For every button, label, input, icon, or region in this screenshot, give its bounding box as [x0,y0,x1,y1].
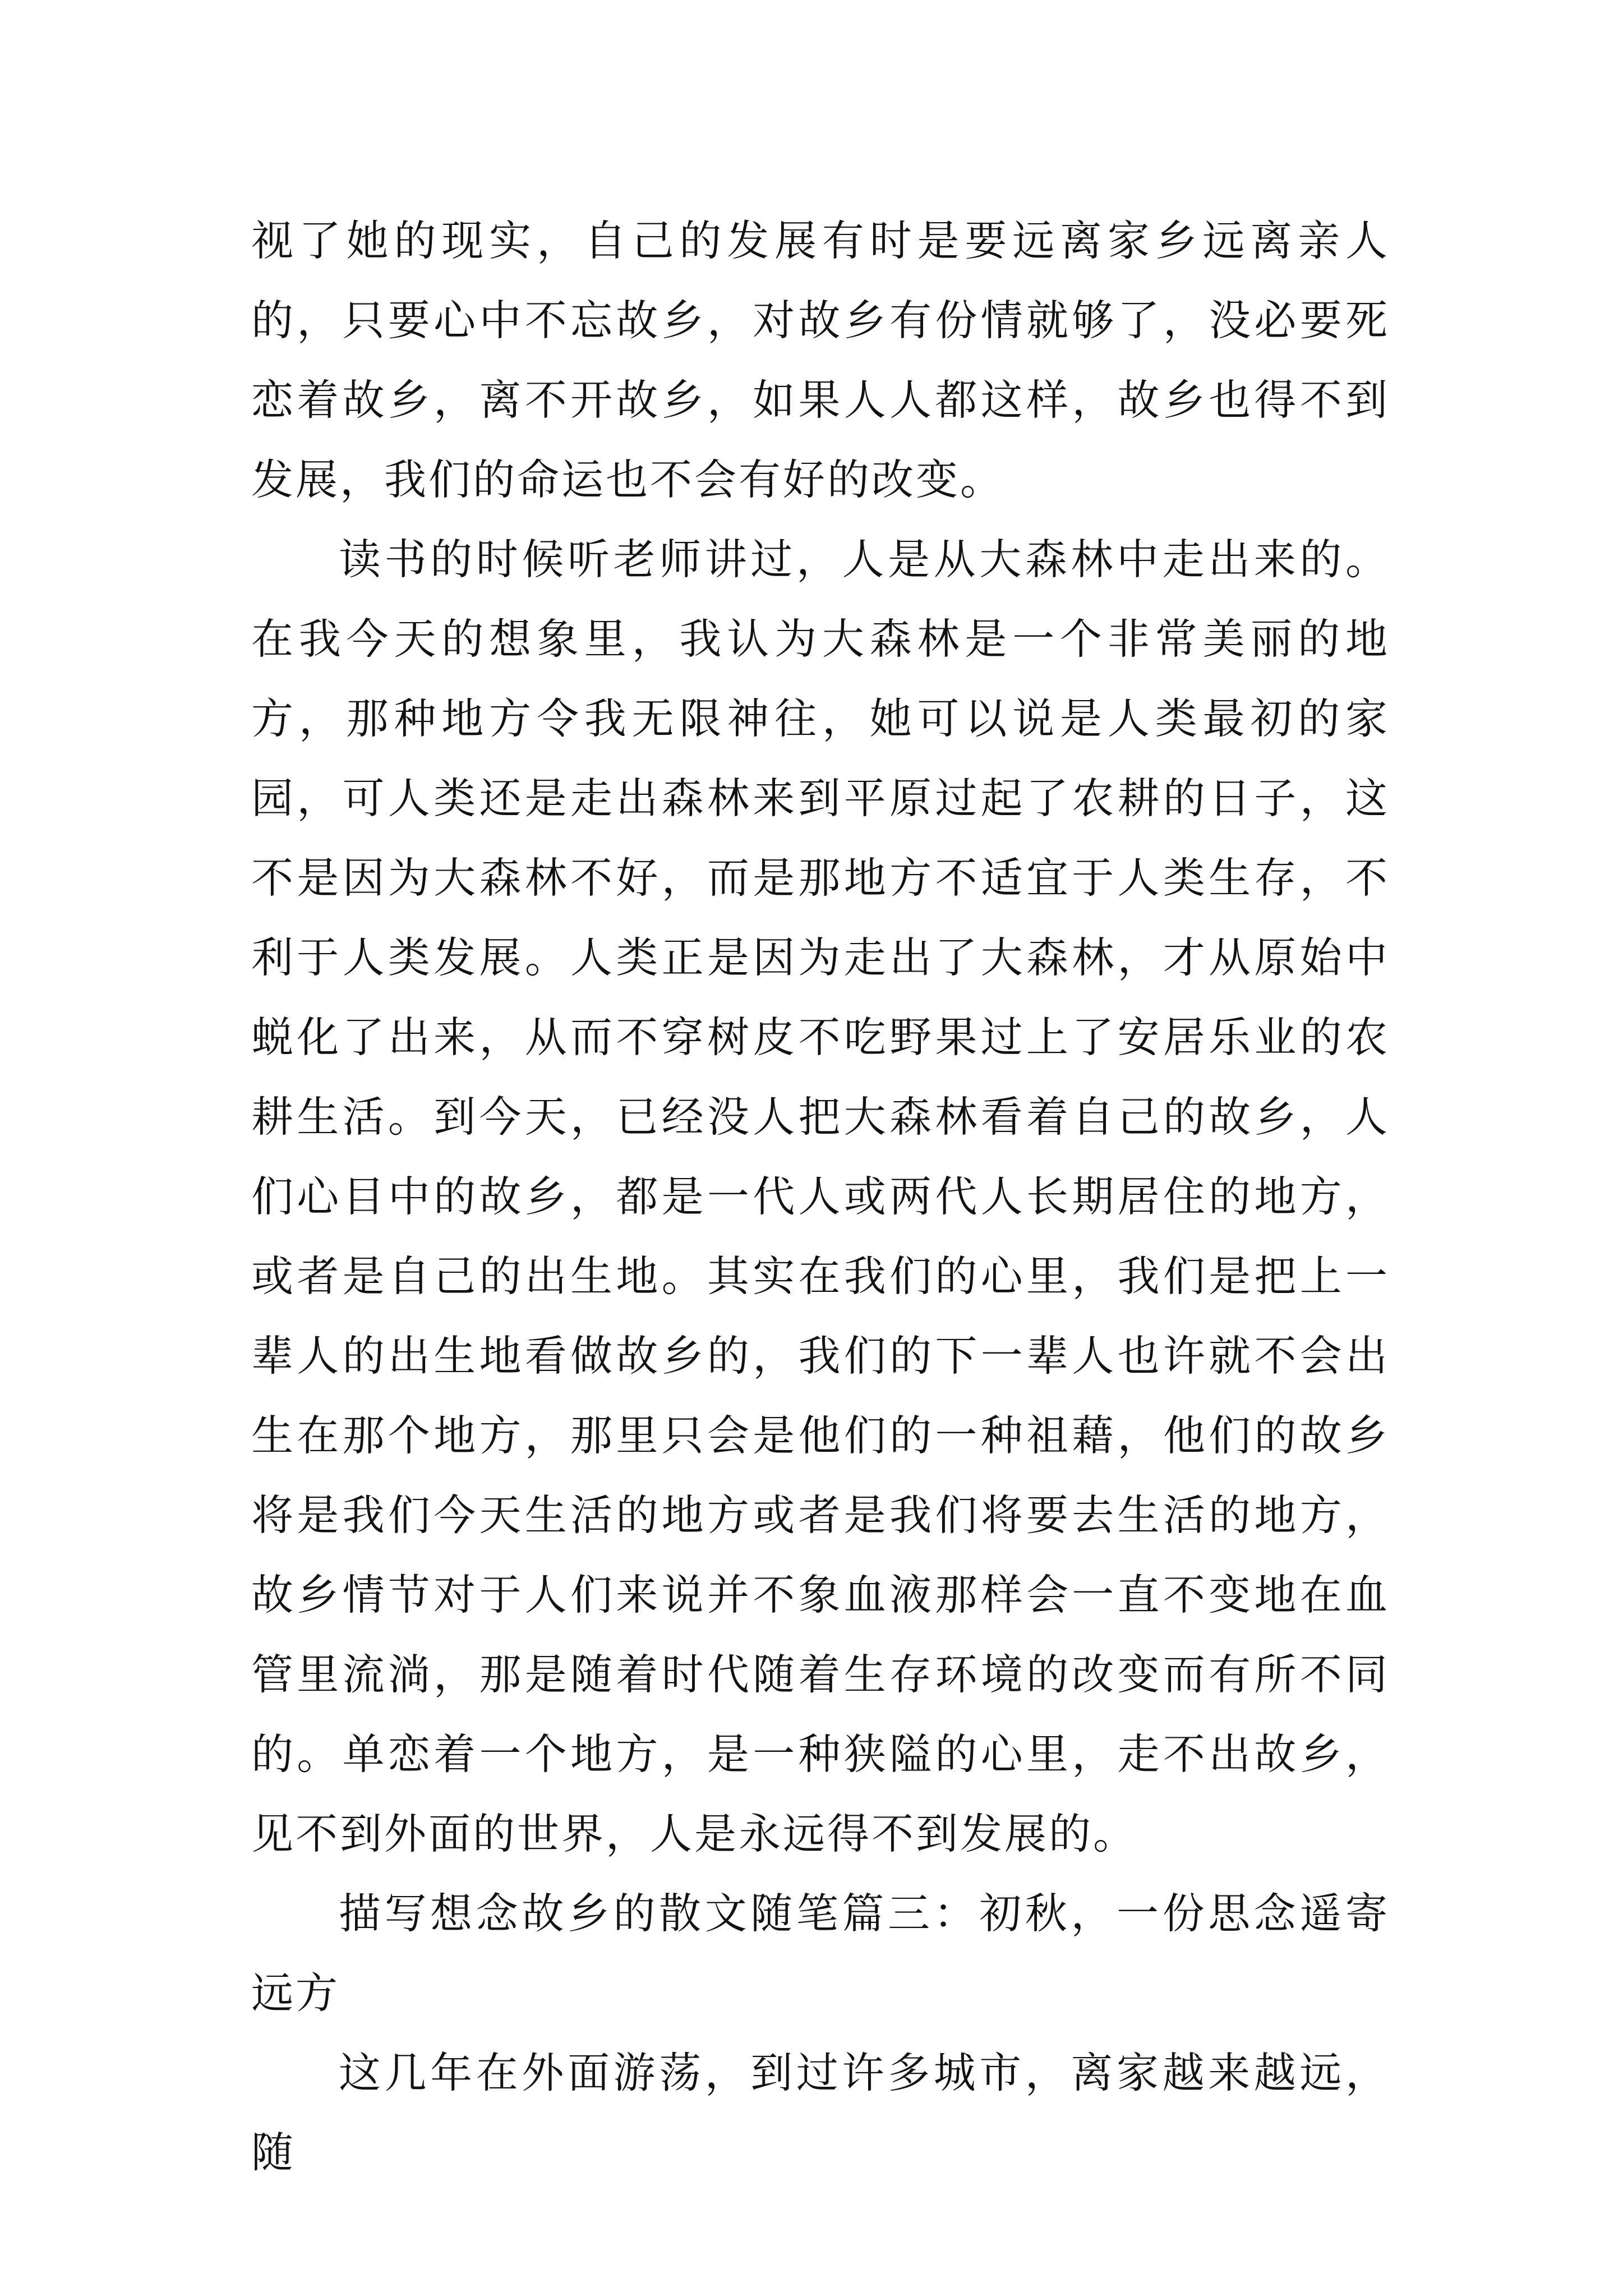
section-heading: 描写想念故乡的散文随笔篇三：初秋，一份思念遥寄远方 [251,1889,1390,2018]
paragraph-continuation: 视了她的现实，自己的发展有时是要远离家乡远离亲人的，只要心中不忘故乡，对故乡有份情就够了，没必要死恋着故乡，离不开故乡，如果人人都这样，故乡也得不到发展，我们的命运也不会有好的改变。 [251,216,1390,504]
body-text [251,201,1390,2192]
paragraph-travel: 这几年在外面游荡，到过许多城市，离家越来越远，随 [251,2048,1390,2177]
paragraph-forest: 读书的时候听老师讲过，人是从大森林中走出来的。在我今天的想象里，我认为大森林是一个非常美丽的地方，那种地方令我无限神往，她可以说是人类最初的家园，可人类还是走出森林来到平原过起了农耕的日子，这不是因为大森林不好，而是那地方不适宜于人类生存，不利于人类发展。人类正是因为走出了大森林，才从原始中蜕化了出来，从而不穿树皮不吃野果过上了安居乐业的农耕生活。到今天，已经没人把大森林看着自己的故乡，人们心目中的故乡，都是一代人或两代人长期居住的地方，或者是自己的出生地。其实在我们的心里，我们是把上一辈人的出生地看做故乡的，我们的下一辈人也许就不会出生在那个地方，那里只会是他们的一种祖藉，他们的故乡将是我们今天生活的地方或者是我们将要去生活的地方，故乡情节对于人们来说并不象血液那样会一直不变地在血管里流淌，那是随着时代随着生存环境的改变而有所不同的。单恋着一个地方，是一种狭隘的心里，走不出故乡，见不到外面的世界，人是永远得不到发展的。 [251,535,1390,1858]
